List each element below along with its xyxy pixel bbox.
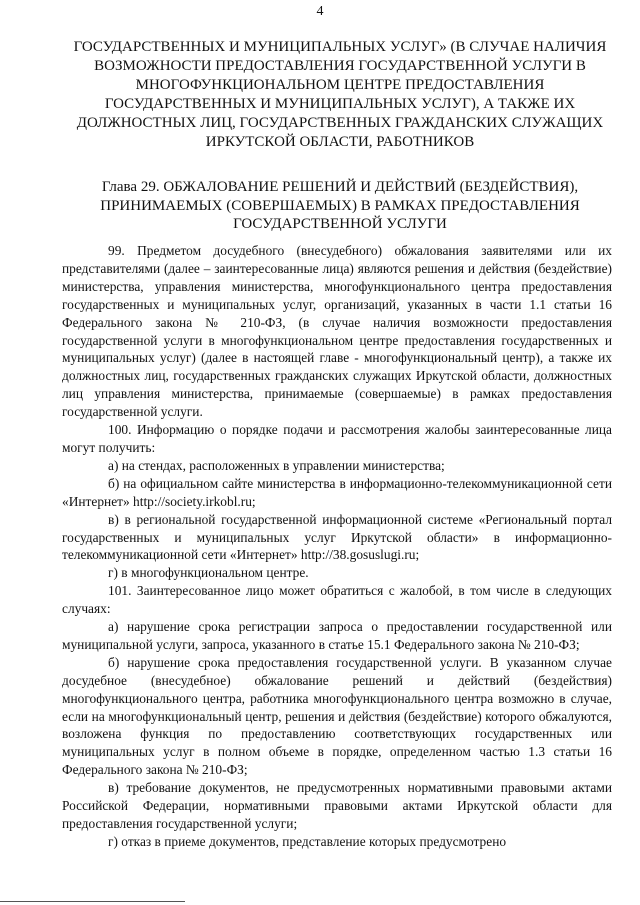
heading-line: ВОЗМОЖНОСТИ ПРЕДОСТАВЛЕНИЯ ГОСУДАРСТВЕННОЙ УСЛУГИ В [94, 58, 586, 74]
body-text [62, 242, 612, 851]
chapter-title-line: Глава 29. ОБЖАЛОВАНИЕ РЕШЕНИЙ И ДЕЙСТВИЙ (БЕЗДЕЙСТВИЯ), [101, 179, 579, 195]
section-heading [60, 38, 620, 152]
list-item-100-v: в) в региональной государственной информационной системе «Региональный портал государственных и муниципальных услуг Иркутской области» в информационно-телекоммуникационной сети «Интернет» http://38.gosuslugi.ru; [62, 511, 612, 563]
paragraph-99: 99. Предметом досудебного (внесудебного) обжалования заявителями или их представителями (далее – заинтересованные лица) являются решения и действия (бездействие) министерства, управления министерства, многофункционального центра предоставления государственных и муниципальных услуг, организаций, указанных в части 1.1 статьи 16 Федерального закона № 210-ФЗ, (в случае наличия возможности предоставления государственной услуги в многофункциональном центре предоставления государственных и муниципальных услуг) (далее в настоящей главе - многофункциональный центр), а также их должностных лиц, государственных гражданских служащих Иркутской области, должностных лиц управления министерства, принимаемые (совершаемые) в рамках предоставления государственной услуги. [62, 243, 612, 420]
page-number: 4 [316, 4, 324, 19]
chapter-title [70, 178, 610, 234]
list-item-100-g: г) в многофункциональном центре. [108, 565, 309, 581]
list-item-101-a: а) нарушение срока регистрации запроса о предоставлении государственной или муниципальной услуги, запроса, указанного в статье 15.1 Федерального закона № 210-ФЗ; [62, 619, 612, 652]
list-item-101-v: в) требование документов, не предусмотренных нормативными правовыми актами Российской Федерации, нормативными правовыми актами Иркутской области для предоставления государственной услуги; [62, 780, 612, 831]
heading-line: МНОГОФУНКЦИОНАЛЬНОМ ЦЕНТРЕ ПРЕДОСТАВЛЕНИЯ [135, 77, 545, 93]
heading-line: ГОСУДАРСТВЕННЫХ И МУНИЦИПАЛЬНЫХ УСЛУГ), А ТАКЖЕ ИХ [104, 96, 576, 112]
list-item-101-b: б) нарушение срока предоставления государственной услуги. В указанном случае досудебное (внесудебное) обжалование решений и действий (бездействия) многофункционального центра, работника многофункционального центра возможно в случае, если на многофункциональный центр, решения и действия (бездействие) которого обжалуются, возложена функция по предоставлению соответствующих государственных или муниципальных услуг в полном объеме в порядке, определенном частью 1.3 статьи 16 Федерального закона № 210-ФЗ; [62, 654, 612, 778]
heading-line: ДОЛЖНОСТНЫХ ЛИЦ, ГОСУДАРСТВЕННЫХ ГРАЖДАНСКИХ СЛУЖАЩИХ [76, 115, 604, 131]
chapter-title-line: ПРИНИМАЕМЫХ (СОВЕРШАЕМЫХ) В РАМКАХ ПРЕДОСТАВЛЕНИЯ [100, 197, 580, 214]
chapter-title-line: ГОСУДАРСТВЕННОЙ УСЛУГИ [233, 216, 447, 232]
footer-rule [0, 901, 185, 902]
heading-line: ГОСУДАРСТВЕННЫХ И МУНИЦИПАЛЬНЫХ УСЛУГ» (В СЛУЧАЕ НАЛИЧИЯ [73, 39, 607, 55]
paragraph-101: 101. Заинтересованное лицо может обратиться с жалобой, в том числе в следующих случаях: [62, 583, 612, 617]
heading-line: ИРКУТСКОЙ ОБЛАСТИ, РАБОТНИКОВ [205, 134, 475, 150]
list-item-101-g: г) отказ в приеме документов, представление которых предусмотрено [108, 833, 507, 849]
paragraph-100: 100. Информацию о порядке подачи и рассмотрения жалобы заинтересованные лица могут получить: [62, 422, 612, 455]
list-item-100-a: а) на стендах, расположенных в управлении министерства; [108, 457, 445, 473]
list-item-100-b: б) на официальном сайте министерства в информационно-телекоммуникационной сети «Интернет» http://society.irkobl.ru; [62, 475, 612, 509]
